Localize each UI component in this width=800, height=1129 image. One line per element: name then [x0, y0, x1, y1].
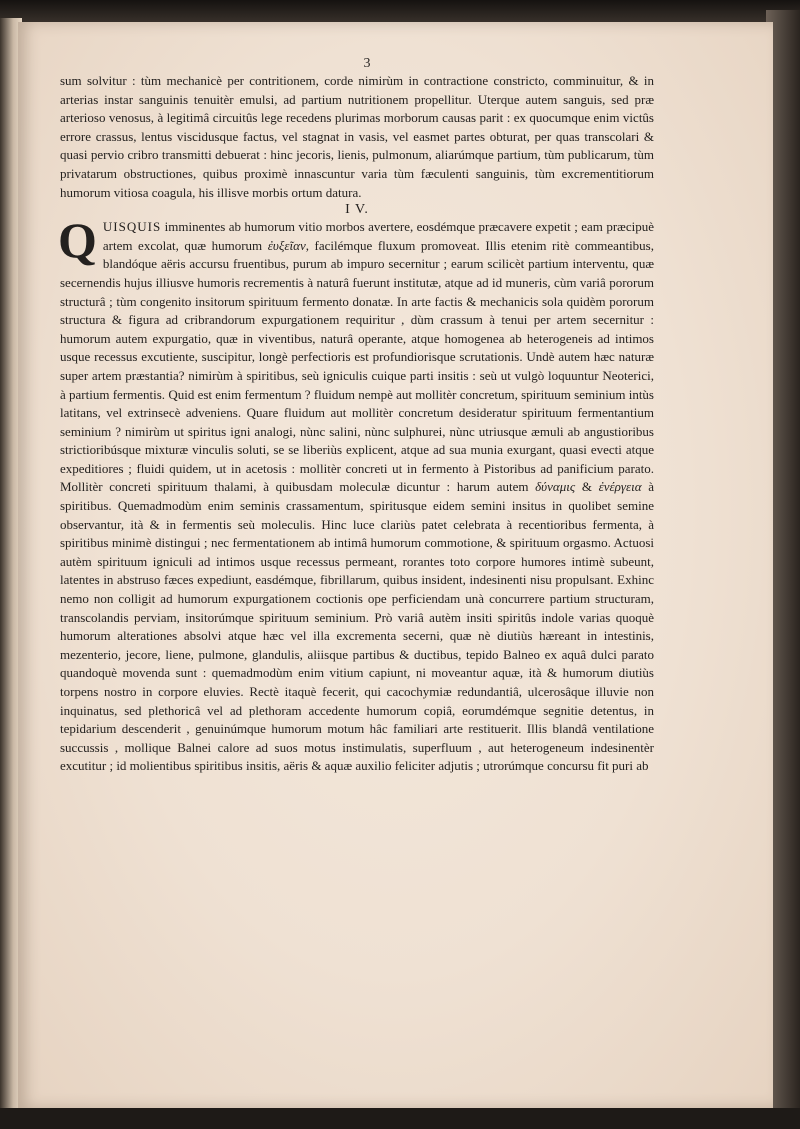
lead-capitals: UISQUIS: [102, 219, 162, 235]
paragraph-section-iv: [58, 212, 654, 776]
book-top-edge: [0, 0, 800, 24]
page-text: [60, 72, 654, 776]
text-run: imminentes ab humorum vitio morbos avertere, eosdémque præcavere expetit ; eam præcipuè artem excolat, quæ humorum: [102, 219, 654, 253]
paragraph-continued: sum solvitur : tùm mechanicè per contritionem, corde nimirùm in contractione constricto, comminuitur, & in arterias instar sanguinis tenuitèr emulsi, ad partium nutritionem propellitur. Uterque autem sanguis, sed præ arterioso venosus, à legitimâ circuitûs lege recedens plurimas morborum causas parit : ex quocumque enim victûs errore crassus, lentus viscidusque factus, vel stagnat in vasis, vel easmet partes obturat, per quas transcolari & quasi pervio cribro transmitti debuerat : hinc jecoris, lienis, pulmonum, aliarúmque partium, tùm publicarum, tùm privatarum obstructiones, quibus proximè innascuntur varia tùm fæculenti sanguinis, tùm excrementitiorum humorum vitiosa coagula, his illisve morbis ortum datura.: [60, 73, 654, 200]
text-run: , facilémque fluxum promoveat. Illis etenim ritè commeantibus, blandóque aëris accursu fruentibus, purum ab impuro secernitur ; earum scilicèt partium interventu, quæ secernendis hujus illiusve humoris recrementis à naturâ fuerunt institutæ, atque ad id muneris, cùm variâ pororum structurâ ; tùm congenito insitorum spirituum fermento donatæ. In arte factis & mechanicis sola quidèm pororum structura & figura ad cribrandorum expurgationem requiritur , dùm crassum à tenui per artem secernitur : humorum autem expurgatio, quæ in viventibus, naturâ operante, atque homogenea ab heterogeneis ad intimos usque recessus excutiente, suscipitur, longè perfectioris est profundiorisque scrutationis. Undè autem hæc naturæ super artem præstantia? nimirùm à spiritibus, seù igniculis cuique parti insitis : seù ut vulgò loquuntur Neoterici, à partium fermentis. Quid est enim fermentum ? fluidum nempè aut mollitèr concretum, spirituum seminium intùs latitans, vel extrinsecè adveniens. Quare fluidum aut mollitèr concretum desideratur spirituum fermentantium seminium ? nimirùm ut spiritus igni analogi, nùnc salini, nùnc sulphurei, nùnc utriusque æmuli ab angustioribus strictioribúsque mixturæ vinculis soluti, se se liberiùs explicent, atque ad sua munia exurgant, quasi evecti atque expeditiores ; fluidi quidem, ut in acetosis : mollitèr concreti ut in fermento à Pistoribus ad panificium parato. Mollitèr concreti spirituum thalami, à quibusdam moleculæ dicuntur : harum autem: [60, 237, 654, 495]
text-run: &: [575, 479, 599, 495]
text-run: à spiritibus. Quemadmodùm enim seminis crassamentum, spiritusque eidem semini insitus in quolibet semine observantur, ità & in fermentis seù moleculis. Hinc luce clariùs patet celebrata à recentioribus fermenta, à spiritibus minimè distingui ; nec fermentationem ab intimâ humorum commotione, & spirituum orgasmo. Actuosi autèm spirituum igniculi ad intimos usque recessus permeant, rorantes toto corpore humores intimè subeunt, latentes in abstruso fæces expediunt, easdémque, fibrillarum, quibus insident, indesinenti nisu propulsant. Exhinc nemo non colligit ad humorum expurgationem coctionis ope perficiendam unà concurrere partium structuram, transcolandis perviam, insitorúmque spirituum seminium. Prò variâ autèm insiti spiritûs indole varias quoquè humorum alterationes absolvi atque hæc vel illa excrementa secerni, quæ nè diutiùs hæreant in intestinis, mezenterio, jecore, liene, pulmone, glandulis, aliisque partibus & ductibus, tepido Balneo ex aquâ dulci parato quandoquè movenda sunt : quemadmodùm enim vitium capiunt, ni moveantur aquæ, ità & humorum diutiùs torpens nostro in corpore eluvies. Rectè itaquè fecerit, qui cacochymiæ redundantiâ, ulcerosâque illuvie non inquinatus, sed plethoricâ vel ad plethoram accedente humorum copiâ, eorumdémque segnitie detentus, in tepidarium descenderit , genuinúmque humorum motum hâc familiari arte restituerit. Illis blandâ ventilatione succussis , mollique Balnei calore ad suos motus instimulatis, superfluum , aut heterogeneum indesinentèr excutitur ; id molientibus spiritibus insitis, aëris & aquæ auxilio feliciter adjutis ; utrorúmque concursu fit puri ab: [60, 479, 654, 774]
page-number: 3: [363, 56, 371, 71]
section-heading: I V.: [345, 202, 369, 218]
greek-word: ἐνέργεια: [598, 479, 642, 495]
drop-cap: Q: [58, 212, 97, 269]
book-bottom-edge: [0, 1108, 800, 1129]
greek-word: δύναμις: [535, 479, 576, 495]
library-stamp-bleedthrough: [700, 520, 736, 630]
greek-word: ἐυξεῖαν: [267, 237, 306, 253]
